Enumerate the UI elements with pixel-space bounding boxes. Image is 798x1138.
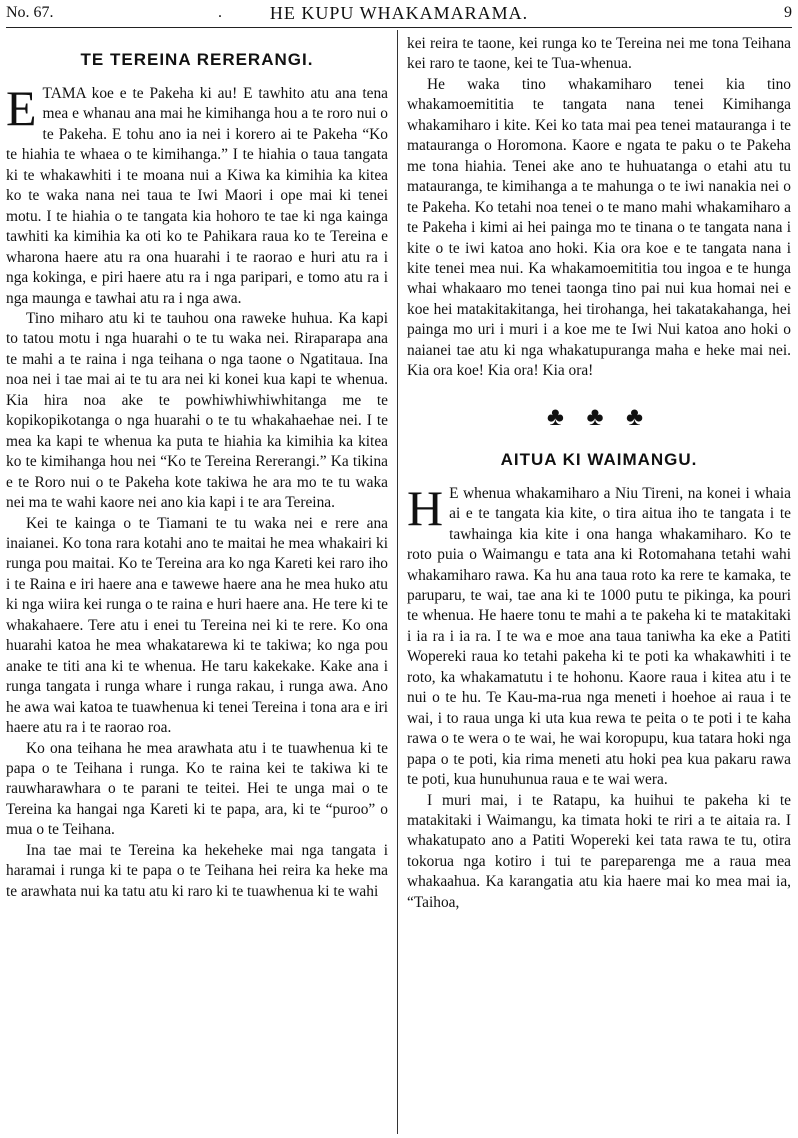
dropcap-h: H: [407, 479, 444, 536]
article1-paragraph-3: Kei te kainga o te Tiamani te tu waka nei e rere ana inaianei. Ko tona rara kotahi ano te maitai he mea whakairi ki runga pou maitai. Ko te Tereina ara ko nga Kareti kei raro iho i te Raina e iri haere ana e tawewe haere ana he mea huko atu ki nga wiira kei runga o te raina e huri haere ana. He tere ki te whakahaere. Tere atu i enei tu Tereina nei ki te rere. Ko ona huarahi katoa he mea whakatarewa ki te takiwa; ko nga pou anake te titi ana ki te whenua. He taru kakekake. Kake ana i runga tangata i runga whare i runga rakau, i runga awa. Ano he awa wai katoa te tuawhenua ki tenei Tereina i tona ara e iri haere atu ra i te raorao roa.: [6, 514, 388, 737]
header-dot: .: [218, 4, 222, 21]
article2-paragraph-1-text: E whenua whakamiharo a Niu Tireni, na konei i whaia ai e te tangata kia kite, o tira aitua iho te tangata i te tawhainga kia kite i ona hanga whakamiharo. Ko te roto puia o Waimangu e tata ana ki Rotomahana tetahi wahi whakamiharo rawa. Ka hu ana taua roto ka rere te kamaka, te paruparu, te wai, tae ana ki te 1000 putu te pikinga, ka pouri te whenua. He haere tonu te mahi a te pakeha ki te matakitaki i ia ra i ia ra. I te wa e moe ana taua taniwha ka eke a Patiti Wopereki raua ko tetahi pakeha ki te poti ka whakawhiti i te roto, ka whakamatutu i te hohonu. Kaore raua i kitea atu i te nui o te hu. Te Kau-ma-rua nga meneti i hoehoe ai raua i te wai, i to raua unga ki uta kua rewa te peita o te poti i te kaha rawa o te wera o te wai, he wai koropupu, kua tatara hoki nga papa o te poti, kia rima meneti atu hoki pea kua pakaru rawa te poti, kua hunuhunua raua e te wai wera.: [407, 484, 791, 789]
article1-paragraph-7: He waka tino whakamiharo tenei kia tino whakamoemititia te tangata nana tenei Kimihanga whakamiharo i kite. Kei ko tata mai pea tenei matauranga i te matauranga o Horomona. Kaore e ngata te paku o te Pakeha me tona hiahia. Tenei ake ano te huhuatanga o etahi atu tu matauranga, te kimihanga a te mahunga o te iwi nanakia nei o te Pakeha. Ko tetahi noa tenei o te mano mahi whakamiharo a te Pakeha i kimi ai hei painga mo te tinana o te tangata nana i kite o te iwi katoa ano hoki. Kia ora koe e te tangata nana i kite tenei mea nui. Ka whakamoemititia tou ingoa e te hunga whai whakaaro mo tenei taonga tino pai nui kua homai nei e koe hei matakitakitanga, hei tirohanga, hei takatakahanga, hei painga mo uri i muri i a koe me te Iwi Nui katoa ano hoki o naianei tae atu ki nga whakatupuranga maha e heke mai nei. Kia ora koe! Kia ora! Kia ora!: [407, 75, 791, 380]
article2-paragraph-2: I muri mai, i te Ratapu, ka huihui te pakeha ki te matakitaki i Waimangu, ka timata hoki te riri a te aitaia ra. I whakatupato ano a Patiti Wopereki kei tata rawa te tu, otira tokorua nga kotiro i tui te pareparenga me a raua mea whakaahua. Ka karangatia atu kia haere mai ko mea mai ia, “Taihoa,: [407, 791, 791, 911]
page-header: [6, 2, 792, 26]
article1-paragraph-6: kei reira te taone, kei runga ko te Tereina nei me tona Teihana kei raro te taone, kei te Tua-whenua.: [407, 35, 791, 73]
page-number: 9: [784, 4, 792, 21]
left-column: [6, 34, 388, 1134]
article1-paragraph-2: Tino miharo atu ki te tauhou ona raweke huhua. Ka kapi to tatou motu i nga huarahi o te tu waka nei. Riraparapa ana te mahi a te raina i nga teihana o nga taone o Ngatitaua. Ina noa nei i tae mai ai te tu ara nei ki konei kua kapi te whenua. Kia hira noa ake te powhiwhiwhiwhitanga me te kopikopikotanga o nga huarahi o te tu whakahaehae nei. I te mea ka kapi te whenua ka puta te hiahia ka kimihia ka kitea ko te kimihanga hou nei “Ko te Tereina Rererangi.” Ka tikina e te Roro nui o te Pakeha kote takiwa he ara mo te tu waka nei ma te wahi kaore nei ano kia kapi i te ara Tereina.: [6, 309, 388, 512]
article1-paragraph-4: Ko ona teihana he mea arawhata atu i te tuawhenua ki te papa o te Teihana i runga. Ko te raina kei te takiwa ki te rauwharawhara o te parani te teitei. Hei te unga mai o te Tereina ka hangai nga Kareti ki te papa, ara, ki te “puroo” o mua o te Teihana.: [6, 739, 388, 839]
header-rule: [6, 27, 792, 28]
dropcap-e: E: [6, 80, 37, 136]
article-title-tereina: TE TEREINA RERERANGI.: [80, 50, 314, 69]
article1-paragraph-5: Ina tae mai te Tereina ka hekeheke mai nga tangata i haramai i runga ki te papa o te Teihana hei reira ka heke ma te arawhata nui ka tatu atu ki raro ki te tuawhenua ki te wahi: [6, 841, 388, 900]
article1-paragraph-1: [6, 80, 388, 309]
journal-title: HE KUPU WHAKAMARAMA.: [269, 3, 529, 23]
article1-paragraph-1-text: TAMA koe e te Pakeha ki au! E tawhito atu ana tena mea e whanau ana mai he kimihanga hou a te roro nui o te Pakeha. E tohu ano ia nei i korero ai te Pakeha “Ko te hiahia te whaea o te kimihanga.” I te hiahia o taua tangata ki te whakawhiti i te moana nui a Kiwa ka kimihia ka kitea ko te waka nana nei taua te Iwi Maori i ope mai ki tenei motu. I te hiahia o te tangata kia hohoro te tae ki nga kainga tawhiti ka kimihia ka oti ko te Pahikara raua ko te Tereina e wharona haere atu ra ona huarahi i te raorao e huri atu ra i nga kokinga, e piri haere atu ra i nga paripari, e tomo atu ra i nga maunga e tawhai atu ra i nga awa.: [6, 85, 388, 307]
club-ornament-icon: ♣ ♣ ♣: [546, 401, 652, 431]
right-column: [407, 34, 791, 1134]
page-label: No. 67.: [6, 4, 54, 21]
article-title-waimangu: AITUA KI WAIMANGU.: [500, 449, 698, 469]
column-divider: [397, 30, 398, 1134]
article2-paragraph-1: [407, 479, 791, 791]
